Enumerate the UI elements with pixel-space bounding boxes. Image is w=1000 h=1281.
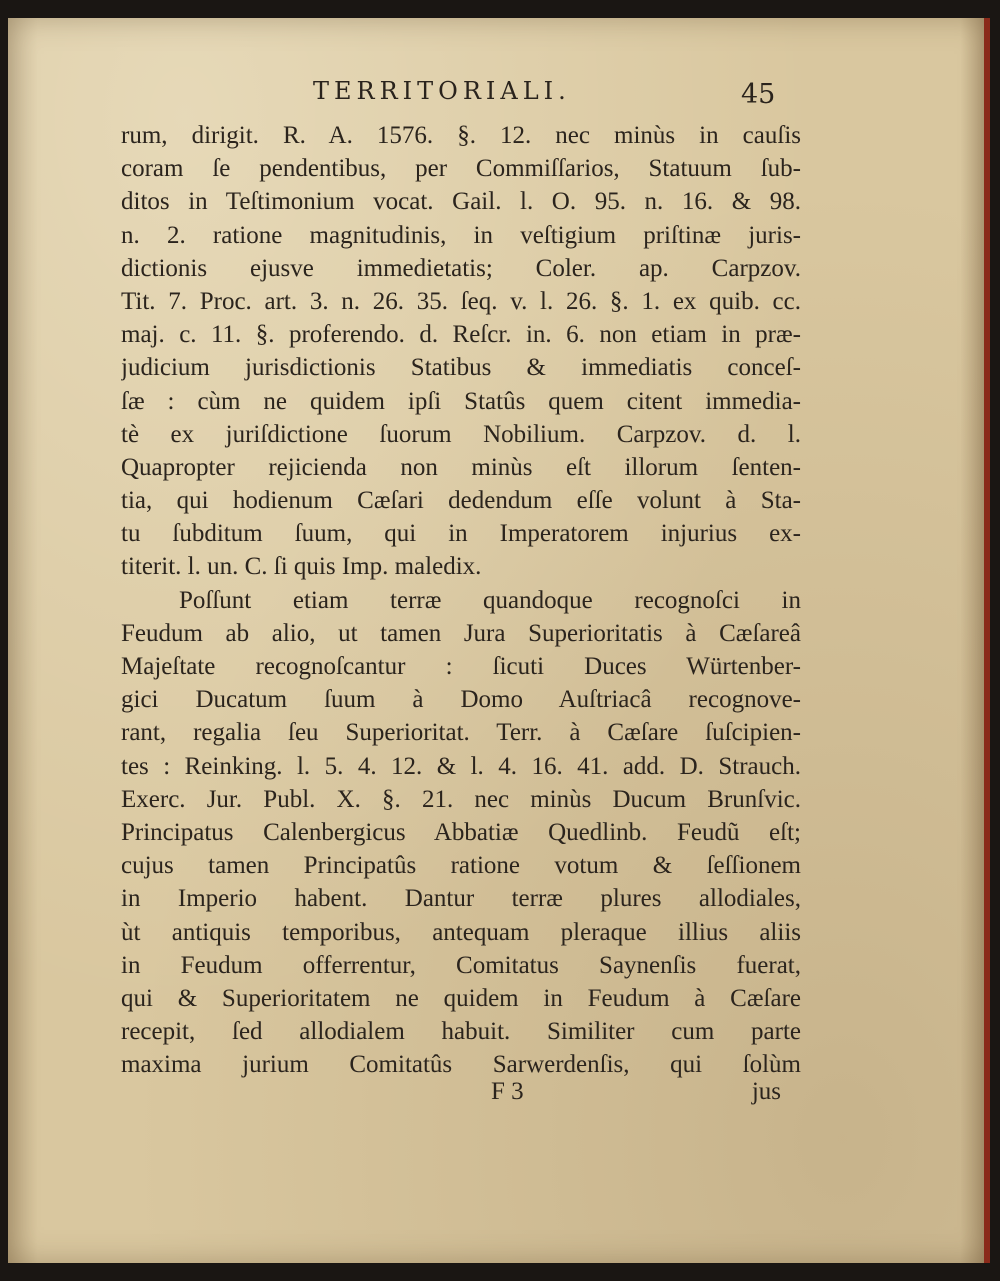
text-line: in Feudum offerrentur, Comitatus Saynenſis fuerat, <box>121 951 801 979</box>
running-head: TERRITORIALI. <box>313 77 571 105</box>
page-edge-binding <box>984 18 990 1263</box>
text-line: dictionis ejusve immedietatis; Coler. ap. Carpzov. <box>121 254 801 282</box>
text-line: rant, regalia ſeu Superioritat. Terr. à Cæſare ſuſcipien- <box>121 719 801 747</box>
text-line: tè ex juriſdictione ſuorum Nobilium. Carpzov. d. l. <box>121 420 801 448</box>
book-page <box>8 18 990 1263</box>
text-line: maxima jurium Comitatûs Sarwerdenſis, qui ſolùm <box>121 1051 801 1079</box>
text-line: recepit, ſed allodialem habuit. Similiter cum parte <box>121 1018 801 1046</box>
text-line: ùt antiquis temporibus, antequam pleraque illius aliis <box>121 918 801 946</box>
text-line: Feudum ab alio, ut tamen Jura Superioritatis à Cæſareâ <box>121 619 801 647</box>
page-footer <box>121 1078 801 1112</box>
text-line: judicium jurisdictionis Statibus & immediatis conceſ- <box>121 354 801 382</box>
text-line: gici Ducatum ſuum à Domo Auſtriacâ recognove- <box>121 686 801 714</box>
text-line: cujus tamen Principatûs ratione votum & ſeſſionem <box>121 852 801 880</box>
text-line: n. 2. ratione magnitudinis, in veſtigium priſtinæ juris- <box>121 221 801 249</box>
text-line: tu ſubditum ſuum, qui in Imperatorem injurius ex- <box>121 520 801 548</box>
text-line: ditos in Teſtimonium vocat. Gail. l. O. 95. n. 16. & 98. <box>121 188 801 216</box>
page-header <box>8 65 990 110</box>
text-line: titerit. l. un. C. ſi quis Imp. maledix. <box>121 553 482 581</box>
paragraph-start-line: Poſſunt etiam terræ quandoque recognoſci in <box>179 586 801 614</box>
text-line: Majeſtate recognoſcantur : ſicuti Duces Würtenber- <box>121 653 801 680</box>
signature-mark: F 3 <box>491 1078 524 1105</box>
text-line: Tit. 7. Proc. art. 3. n. 26. 35. ſeq. v. l. 26. §. 1. ex quib. cc. <box>121 287 801 315</box>
text-line: tes : Reinking. l. 5. 4. 12. & l. 4. 16. 41. add. D. Strauch. <box>121 752 801 780</box>
text-line: maj. c. 11. §. proferendo. d. Reſcr. in. 6. non etiam in præ- <box>121 321 801 349</box>
text-line: tia, qui hodienum Cæſari dedendum eſſe volunt à Sta- <box>121 487 801 515</box>
catchword: jus <box>751 1078 781 1105</box>
text-line: ſæ : cùm ne quidem ipſi Statûs quem citent immedia- <box>121 387 801 415</box>
text-line: Principatus Calenbergicus Abbatiæ Quedlinb. Feudũ eſt; <box>121 818 801 846</box>
page-number: 45 <box>741 79 776 110</box>
text-line: Quapropter rejicienda non minùs eſt illorum ſenten- <box>121 453 801 481</box>
body-text <box>121 119 801 1081</box>
text-line: rum, dirigit. R. A. 1576. §. 12. nec minùs in cauſis <box>121 122 801 149</box>
text-line: Exerc. Jur. Publ. X. §. 21. nec minùs Ducum Brunſvic. <box>121 785 801 813</box>
text-line: in Imperio habent. Dantur terræ plures allodiales, <box>121 885 801 913</box>
text-line: coram ſe pendentibus, per Commiſſarios, Statuum ſub- <box>121 155 801 183</box>
text-line: qui & Superioritatem ne quidem in Feudum à Cæſare <box>121 984 801 1012</box>
